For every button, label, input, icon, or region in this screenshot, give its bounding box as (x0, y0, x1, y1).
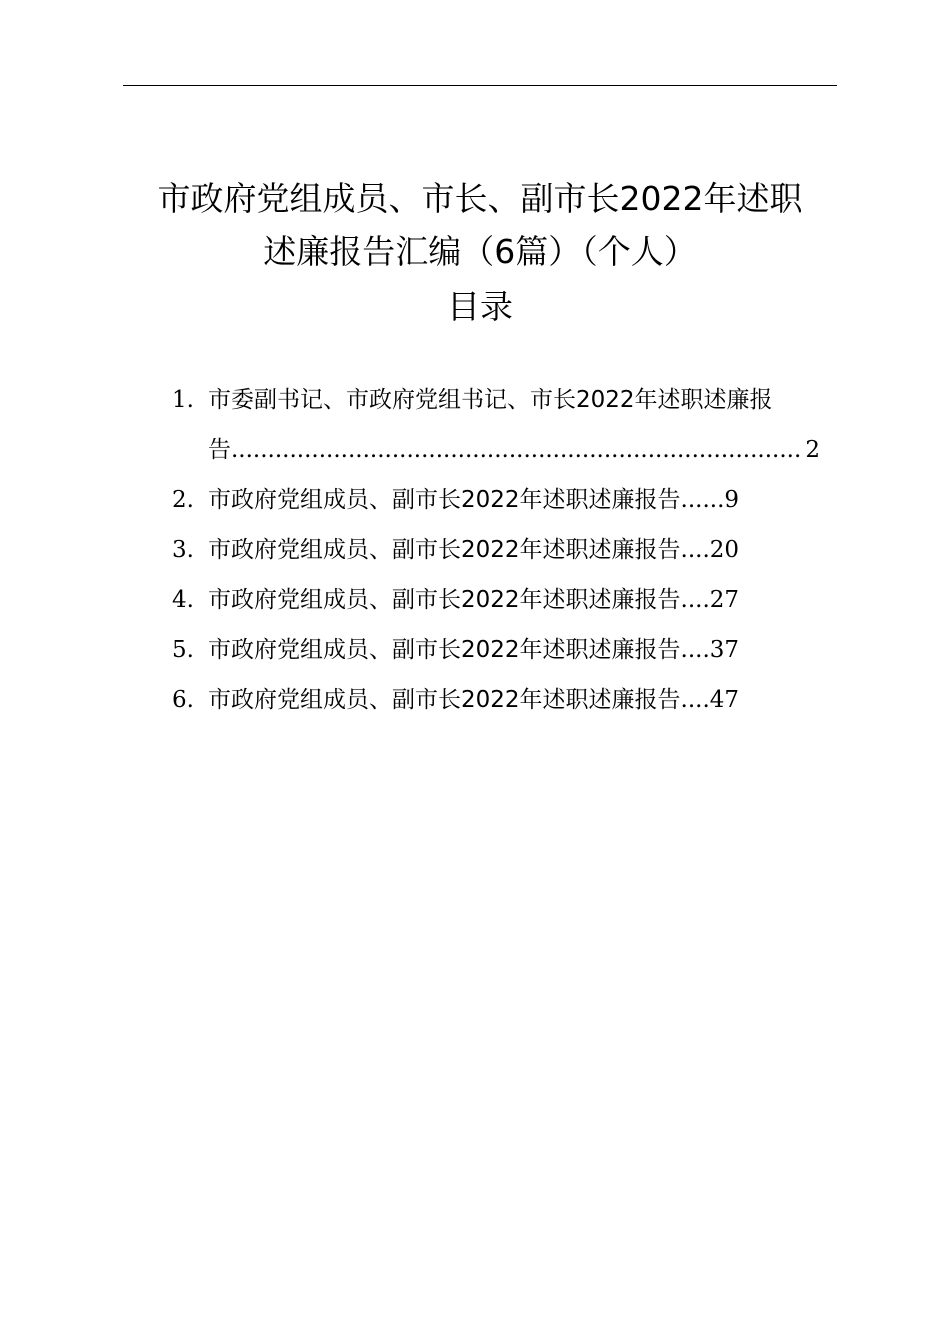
toc-item-number: 2. (172, 487, 194, 513)
header-rule (123, 85, 837, 86)
toc-item-title-continuation: 告 (208, 437, 231, 463)
toc-leader-dots: .............................................................................. (231, 437, 802, 463)
toc-leader-dots: .... (680, 587, 710, 613)
toc-leader-dots: .... (680, 537, 710, 563)
toc-item-number: 1. (172, 387, 194, 413)
toc-item-title[interactable]: 市政府党组成员、副市长2022年述职述廉报告 (208, 587, 681, 613)
toc-item-title[interactable]: 市政府党组成员、副市长2022年述职述廉报告 (208, 637, 681, 663)
toc-page-number: 9 (724, 487, 740, 513)
toc-item-3[interactable] (172, 525, 842, 575)
toc-item-title[interactable]: 市政府党组成员、副市长2022年述职述廉报告 (208, 687, 681, 713)
toc-leader-dots: .... (680, 687, 710, 713)
toc-page-number: 27 (709, 587, 740, 613)
toc-item-title[interactable]: 市委副书记、市政府党组书记、市长2022年述职述廉报 (208, 387, 773, 413)
toc-item-1[interactable] (172, 375, 842, 425)
toc-leader-dots: .... (680, 637, 710, 663)
toc-item-number: 3. (172, 537, 194, 563)
toc-page-number: 2 (805, 437, 820, 463)
toc-item-4[interactable] (172, 575, 842, 625)
toc-item-title[interactable]: 市政府党组成员、副市长2022年述职述廉报告 (208, 537, 681, 563)
toc-item-6[interactable] (172, 675, 842, 725)
toc-item-number: 6. (172, 687, 194, 713)
toc-page-number: 47 (709, 687, 740, 713)
document-title-line-1: 市政府党组成员、市长、副市长2022年述职 (157, 179, 803, 218)
toc-item-title[interactable]: 市政府党组成员、副市长2022年述职述廉报告 (208, 487, 681, 513)
toc-item-number: 4. (172, 587, 194, 613)
toc-heading: 目录 (447, 287, 513, 326)
toc-page-number: 37 (709, 637, 740, 663)
toc-leader-dots: ...... (680, 487, 725, 513)
toc-item-5[interactable] (172, 625, 842, 675)
toc-item-1-continuation[interactable] (208, 425, 820, 475)
toc-page-number: 20 (709, 537, 740, 563)
toc-item-2[interactable] (172, 475, 842, 525)
toc-item-number: 5. (172, 637, 194, 663)
document-title-block (100, 172, 860, 333)
document-title-line-2: 述廉报告汇编（6篇）（个人） (263, 232, 697, 271)
toc-list (172, 375, 842, 725)
